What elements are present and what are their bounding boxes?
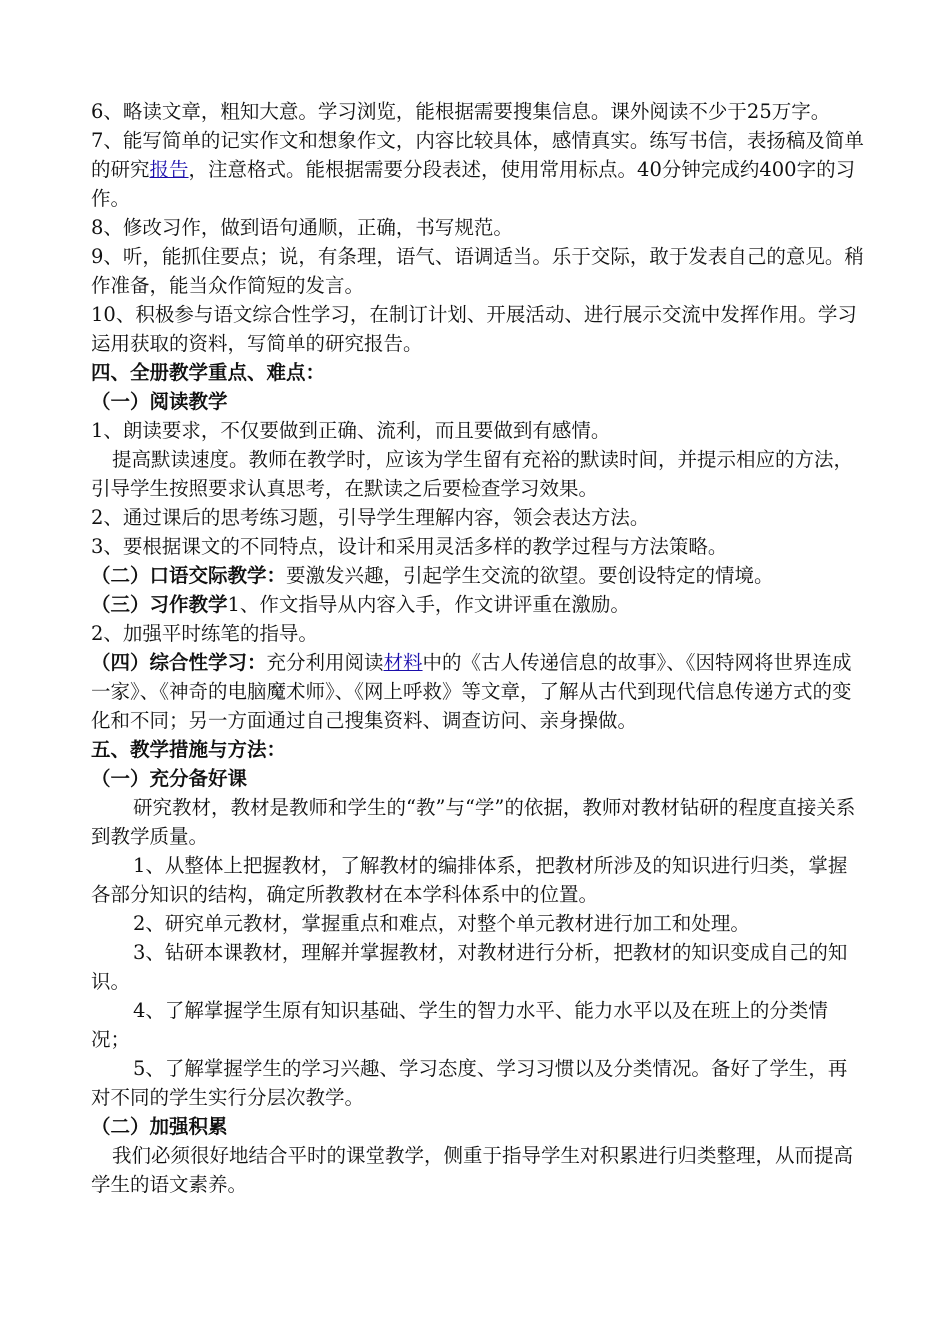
paragraph-item-10: 10、积极参与语文综合性学习，在制订计划、开展活动、进行展示交流中发挥作用。学习运用获取的资料，写简单的研究报告。 — [91, 303, 857, 355]
prepare-point-2: 2、研究单元教材，掌握重点和难点，对整个单元教材进行加工和处理。 — [133, 912, 750, 935]
prepare-point-1: 1、从整体上把握教材，了解教材的编排体系，把教材所涉及的知识进行归类，掌握各部分知识的结构，确定所教教材在本学科体系中的位置。 — [91, 854, 848, 906]
reading-point-2: 2、通过课后的思考练习题，引导学生理解内容，领会表达方法。 — [91, 506, 650, 529]
writing-text: 1、作文指导从内容入手，作文讲评重在激励。 — [227, 593, 630, 616]
oral-communication-text: 要激发兴趣，引起学生交流的欲望。要创设特定的情境。 — [286, 564, 774, 587]
reading-point-1: 1、朗读要求，不仅要做到正确、流利，而且要做到有感情。 — [91, 419, 611, 442]
paragraph-item-9: 9、听，能抓住要点；说，有条理，语气、语调适当。乐于交际，敢于发表自己的意见。稍作准备，能当众作简短的发言。 — [91, 245, 864, 297]
writing-heading: （三）习作教学 — [91, 593, 228, 616]
paragraph-item-7-text-b: ，注意格式。能根据需要分段表述，使用常用标点。40分钟完成约400字的习作。 — [91, 158, 856, 210]
accumulate-paragraph: 我们必须很好地结合平时的课堂教学，侧重于指导学生对积累进行归类整理，从而提高学生的语文素养。 — [91, 1144, 854, 1196]
subheading-prepare: （一）充分备好课 — [91, 767, 248, 790]
material-link[interactable]: 材料 — [383, 651, 423, 674]
comprehensive-text-b: 中的《古人传递信息的故事》、《因特网将世界连成一家》、《神奇的电脑魔术师》、《网上呼救》等文章，了解从古代到现代信息传递方式的变化和不同；另一方面通过自己搜集资料、调查访问、亲身操做。 — [91, 651, 852, 732]
comprehensive-text-a: 充分利用阅读 — [266, 651, 384, 674]
oral-communication-heading: （二）口语交际教学： — [91, 564, 287, 587]
paragraph-item-7-text-a: 7、能写简单的记实作文和想象作文，内容比较具体，感情真实。练写书信，表扬稿及简单的研究 — [91, 129, 864, 181]
prepare-point-5: 5、了解掌握学生的学习兴趣、学习态度、学习习惯以及分类情况。备好了学生，再对不同的学生实行分层次教学。 — [91, 1057, 848, 1109]
reading-point-3: 3、要根据课文的不同特点，设计和采用灵活多样的教学过程与方法策略。 — [91, 535, 728, 558]
writing-paragraph — [91, 590, 866, 619]
prepare-point-4: 4、了解掌握学生原有知识基础、学生的智力水平、能力水平以及在班上的分类情况； — [91, 999, 828, 1051]
subheading-reading: （一）阅读教学 — [91, 390, 228, 413]
paragraph-item-8: 8、修改习作，做到语句通顺，正确，书写规范。 — [91, 216, 513, 239]
paragraph-item-7 — [91, 126, 866, 213]
prepare-point-3: 3、钻研本课教材，理解并掌握教材，对教材进行分析，把教材的知识变成自己的知识。 — [91, 941, 848, 993]
comprehensive-paragraph — [91, 648, 866, 735]
paragraph-item-6: 6、略读文章，粗知大意。学习浏览，能根据需要搜集信息。课外阅读不少于25万字。 — [91, 100, 831, 123]
document-page — [91, 97, 866, 1199]
writing-point-2: 2、加强平时练笔的指导。 — [91, 622, 318, 645]
subheading-accumulate: （二）加强积累 — [91, 1115, 228, 1138]
reading-silent-paragraph: 提高默读速度。教师在教学时，应该为学生留有充裕的默读时间，并提示相应的方法，引导学生按照要求认真思考，在默读之后要检查学习效果。 — [91, 448, 854, 500]
report-link[interactable]: 报告 — [149, 158, 189, 181]
section-heading-5: 五、教学措施与方法： — [91, 738, 287, 761]
oral-communication-paragraph — [91, 561, 866, 590]
section-heading-4: 四、全册教学重点、难点： — [91, 361, 326, 384]
prepare-intro-paragraph: 研究教材，教材是教师和学生的“教”与“学”的依据，教师对教材钻研的程度直接关系到教学质量。 — [91, 796, 856, 848]
comprehensive-heading: （四）综合性学习： — [91, 651, 267, 674]
